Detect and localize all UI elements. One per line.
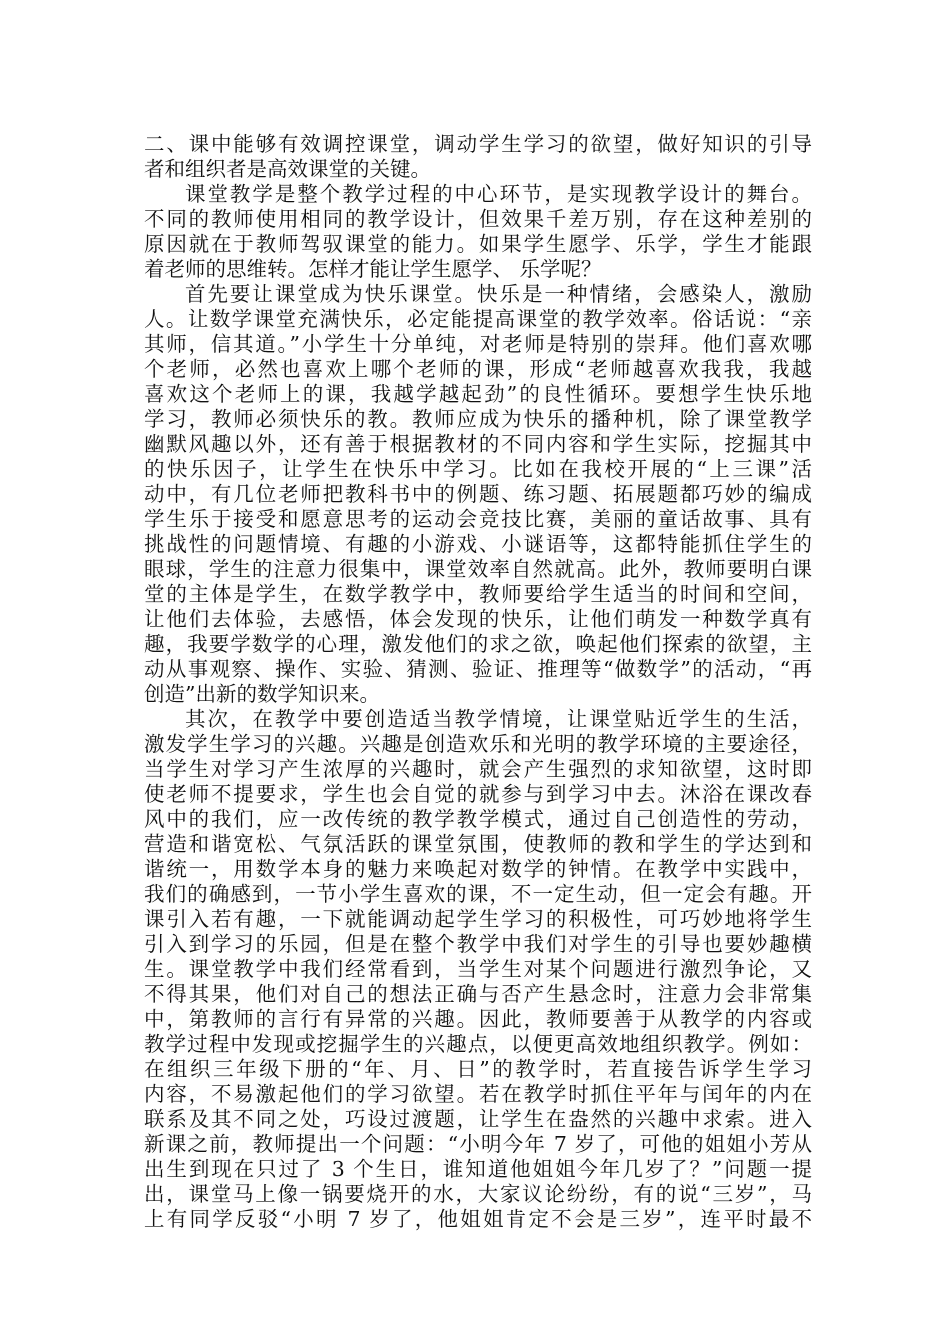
text-line: 创造”出新的数学知识来。	[144, 682, 380, 706]
text-line: 风中的我们，应一改传统的教学教学模式，通过自己创造性的劳动，	[144, 807, 812, 831]
text-line: 营造和谐宽松、气氛活跃的课堂氛围，使教师的教和学生的学达到和	[144, 832, 812, 856]
text-line: 不同的教师使用相同的教学设计，但效果千差万别，存在这种差别的	[144, 207, 812, 231]
text-line: 着老师的思维转。怎样才能让学生愿学、 乐学呢？	[144, 257, 602, 281]
text-line: 谐统一，用数学本身的魅力来唤起对数学的钟情。在教学中实践中，	[144, 857, 812, 881]
text-line: 挑战性的问题情境、有趣的小游戏、小谜语等，这都特能抓住学生的	[144, 532, 812, 556]
text-line: 生。课堂教学中我们经常看到，当学生对某个问题进行激烈争论，又	[144, 957, 812, 981]
text-line: 其师，信其道。”小学生十分单纯，对老师是特别的崇拜。他们喜欢哪	[144, 332, 812, 356]
text-line: 学习，教师必须快乐的教。教师应成为快乐的播种机，除了课堂教学	[144, 407, 812, 431]
text-line: 上有同学反驳“小明 7 岁了，他姐姐肯定不会是三岁”，连平时最不	[144, 1207, 812, 1231]
text-line: 二、课中能够有效调控课堂，调动学生学习的欲望，做好知识的引导	[144, 132, 812, 156]
text-line: 让他们去体验，去感悟，体会发现的快乐，让他们萌发一种数学真有	[144, 607, 812, 631]
text-line: 出生到现在只过了 3 个生日，谁知道他姐姐今年几岁了？”问题一提	[144, 1157, 812, 1181]
text-line: 者和组织者是高效课堂的关键。	[144, 157, 431, 181]
text-line: 首先要让课堂成为快乐课堂。快乐是一种情绪，会感染人，激励	[185, 282, 812, 306]
text-line: 喜欢这个老师上的课，我越学越起劲”的良性循环。要想学生快乐地	[144, 382, 812, 406]
text-line: 个老师，必然也喜欢上哪个老师的课，形成“老师越喜欢我我，我越	[144, 357, 812, 381]
text-line: 使老师不提要求，学生也会自觉的就参与到学习中去。沐浴在课改春	[144, 782, 812, 806]
text-line: 内容，不易激起他们的学习欲望。若在教学时抓住平年与闰年的内在	[144, 1082, 812, 1106]
text-line: 我们的确感到，一节小学生喜欢的课，不一定生动，但一定会有趣。开	[144, 882, 812, 906]
text-line: 不得其果，他们对自己的想法正确与否产生悬念时，注意力会非常集	[144, 982, 812, 1006]
text-line: 眼球，学生的注意力很集中，课堂效率自然就高。此外，教师要明白课	[144, 557, 812, 581]
text-line: 激发学生学习的兴趣。兴趣是创造欢乐和光明的教学环境的主要途径，	[144, 732, 812, 756]
text-line: 引入到学习的乐园，但是在整个教学中我们对学生的引导也要妙趣横	[144, 932, 812, 956]
text-line: 动中，有几位老师把教科书中的例题、练习题、拓展题都巧妙的编成	[144, 482, 812, 506]
text-line: 当学生对学习产生浓厚的兴趣时，就会产生强烈的求知欲望，这时即	[144, 757, 812, 781]
text-line: 课引入若有趣，一下就能调动起学生学习的积极性，可巧妙地将学生	[144, 907, 812, 931]
document-page	[144, 132, 812, 1232]
text-line: 出，课堂马上像一锅要烧开的水，大家议论纷纷，有的说“三岁”，马	[144, 1182, 812, 1206]
text-line: 联系及其不同之处，巧设过渡题，让学生在盎然的兴趣中求索。进入	[144, 1107, 812, 1131]
text-line: 动从事观察、操作、实验、猜测、验证、推理等“做数学”的活动，“再	[144, 657, 812, 681]
text-line: 幽默风趣以外，还有善于根据教材的不同内容和学生实际，挖掘其中	[144, 432, 812, 456]
text-line: 人。让数学课堂充满快乐，必定能提高课堂的教学效率。俗话说：“亲	[144, 307, 812, 331]
text-line: 课堂教学是整个教学过程的中心环节，是实现教学设计的舞台。	[185, 182, 812, 206]
text-line: 的快乐因子，让学生在快乐中学习。比如在我校开展的“上三课”活	[144, 457, 812, 481]
text-line: 教学过程中发现或挖掘学生的兴趣点，以便更高效地组织教学。例如：	[144, 1032, 812, 1056]
text-line: 堂的主体是学生，在数学教学中，教师要给学生适当的时间和空间，	[144, 582, 812, 606]
text-line: 中，第教师的言行有异常的兴趣。因此，教师要善于从教学的内容或	[144, 1007, 812, 1031]
text-line: 其次，在教学中要创造适当教学情境，让课堂贴近学生的生活，	[185, 707, 812, 731]
text-line: 原因就在于教师驾驭课堂的能力。如果学生愿学、乐学，学生才能跟	[144, 232, 812, 256]
text-line: 新课之前，教师提出一个问题：“小明今年 7 岁了，可他的姐姐小芳从	[144, 1132, 812, 1156]
text-line: 在组织三年级下册的“年、月、日”的教学时，若直接告诉学生学习	[144, 1057, 812, 1081]
text-line: 趣，我要学数学的心理，激发他们的求之欲，唤起他们探索的欲望，主	[144, 632, 812, 656]
text-line: 学生乐于接受和愿意思考的运动会竞技比赛，美丽的童话故事、具有	[144, 507, 812, 531]
